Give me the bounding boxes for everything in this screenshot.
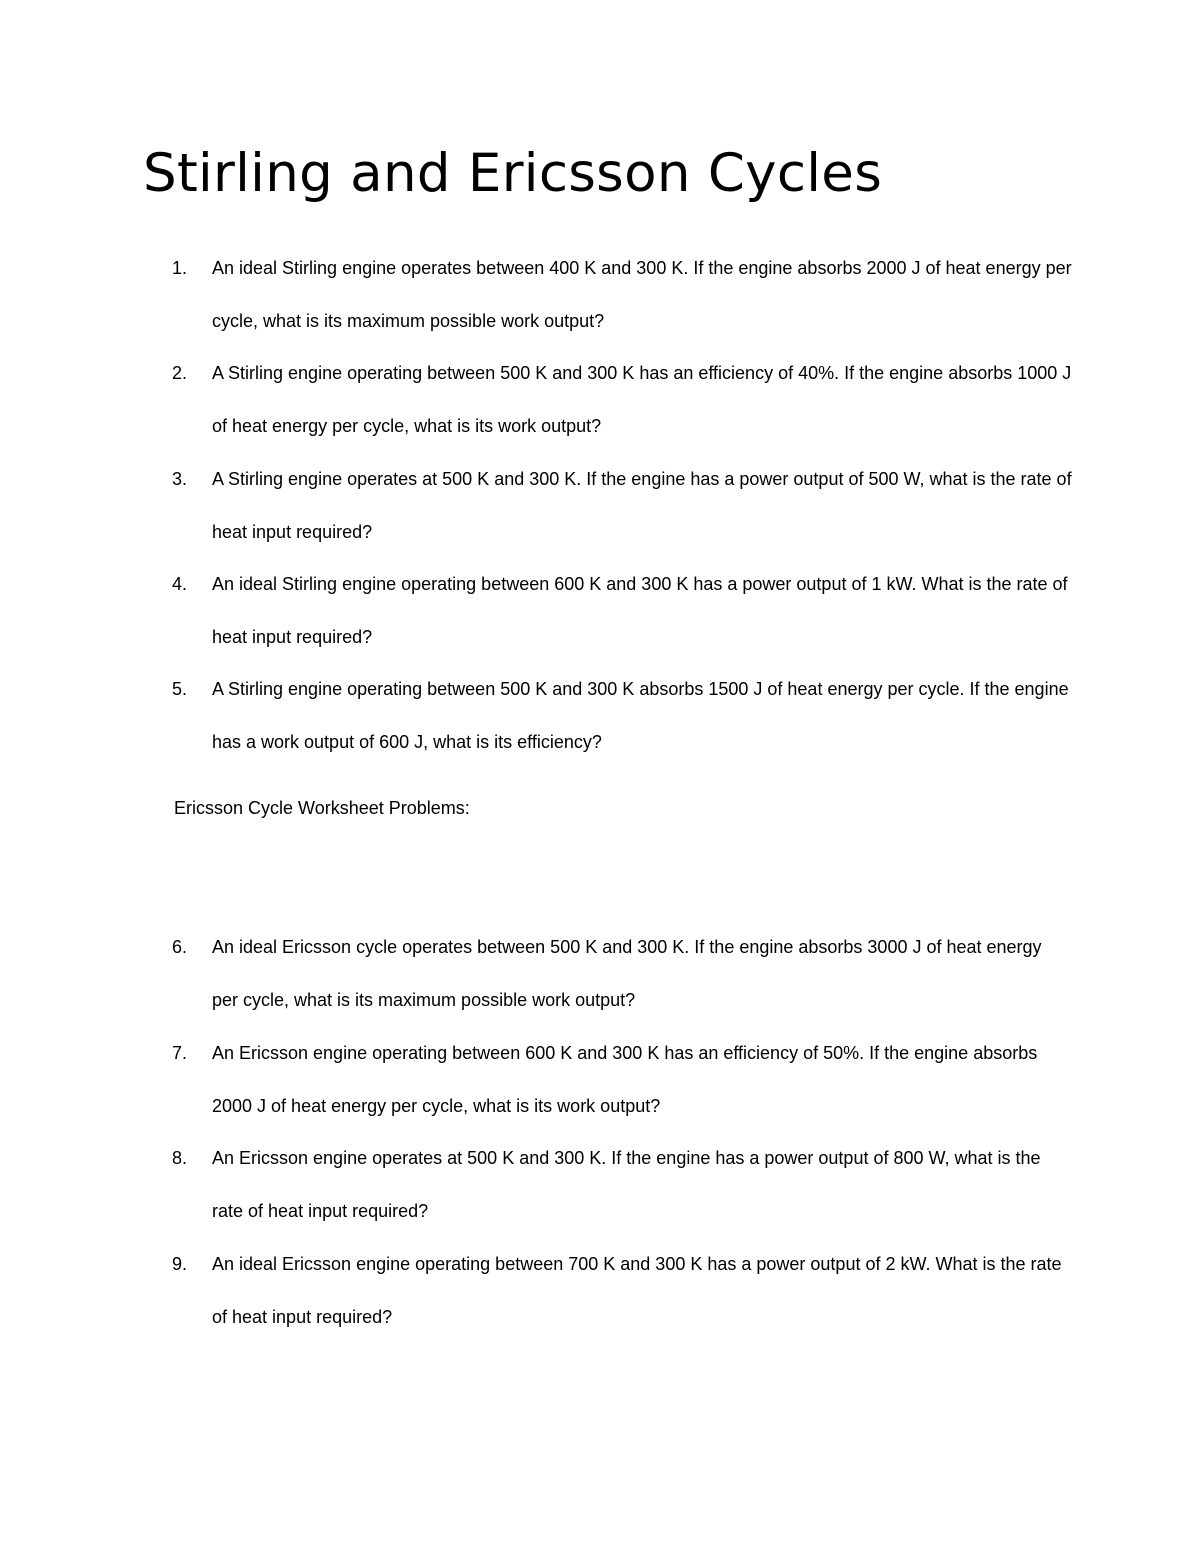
question-text: A Stirling engine operates at 500 K and 300 K. If the engine has a power output of 500 W, what is the rate of heat input required?	[212, 469, 1072, 542]
question-number: 5.	[172, 679, 188, 699]
question-number: 3.	[172, 469, 188, 489]
question-number: 1.	[172, 258, 188, 278]
question-text: An ideal Ericsson engine operating between 700 K and 300 K has a power output of 2 kW. What is the rate of heat input required?	[212, 1254, 1062, 1327]
question-number: 9.	[172, 1254, 188, 1274]
question-number: 4.	[172, 574, 188, 594]
question-text: A Stirling engine operating between 500 K and 300 K has an efficiency of 40%. If the engine absorbs 1000 J of heat energy per cycle, what is its work output?	[212, 363, 1072, 436]
question-item	[0, 1249, 1200, 1359]
question-text: An ideal Stirling engine operating between 600 K and 300 K has a power output of 1 kW. What is the rate of heat input required?	[212, 574, 1068, 647]
question-item	[0, 358, 1200, 468]
document-title: Stirling and Ericsson Cycles	[143, 143, 883, 204]
question-text: An ideal Ericsson cycle operates between 500 K and 300 K. If the engine absorbs 3000 J of heat energy per cycle, what is its maximum possible work output?	[212, 937, 1042, 1010]
question-number: 2.	[172, 363, 188, 383]
question-number: 7.	[172, 1043, 188, 1063]
question-item	[0, 674, 1200, 784]
question-item	[0, 1143, 1200, 1253]
ericsson-section-heading: Ericsson Cycle Worksheet Problems:	[174, 798, 470, 818]
question-text: A Stirling engine operating between 500 K and 300 K absorbs 1500 J of heat energy per cycle. If the engine has a work output of 600 J, what is its efficiency?	[212, 679, 1069, 752]
question-text: An Ericsson engine operating between 600 K and 300 K has an efficiency of 50%. If the engine absorbs 2000 J of heat energy per cycle, what is its work output?	[212, 1043, 1038, 1116]
question-text: An ideal Stirling engine operates between 400 K and 300 K. If the engine absorbs 2000 J of heat energy per cycle, what is its maximum possible work output?	[212, 258, 1072, 331]
question-number: 8.	[172, 1148, 188, 1168]
question-text: An Ericsson engine operates at 500 K and 300 K. If the engine has a power output of 800 W, what is the rate of heat input required?	[212, 1148, 1041, 1221]
question-item	[0, 932, 1200, 1042]
question-number: 6.	[172, 937, 188, 957]
